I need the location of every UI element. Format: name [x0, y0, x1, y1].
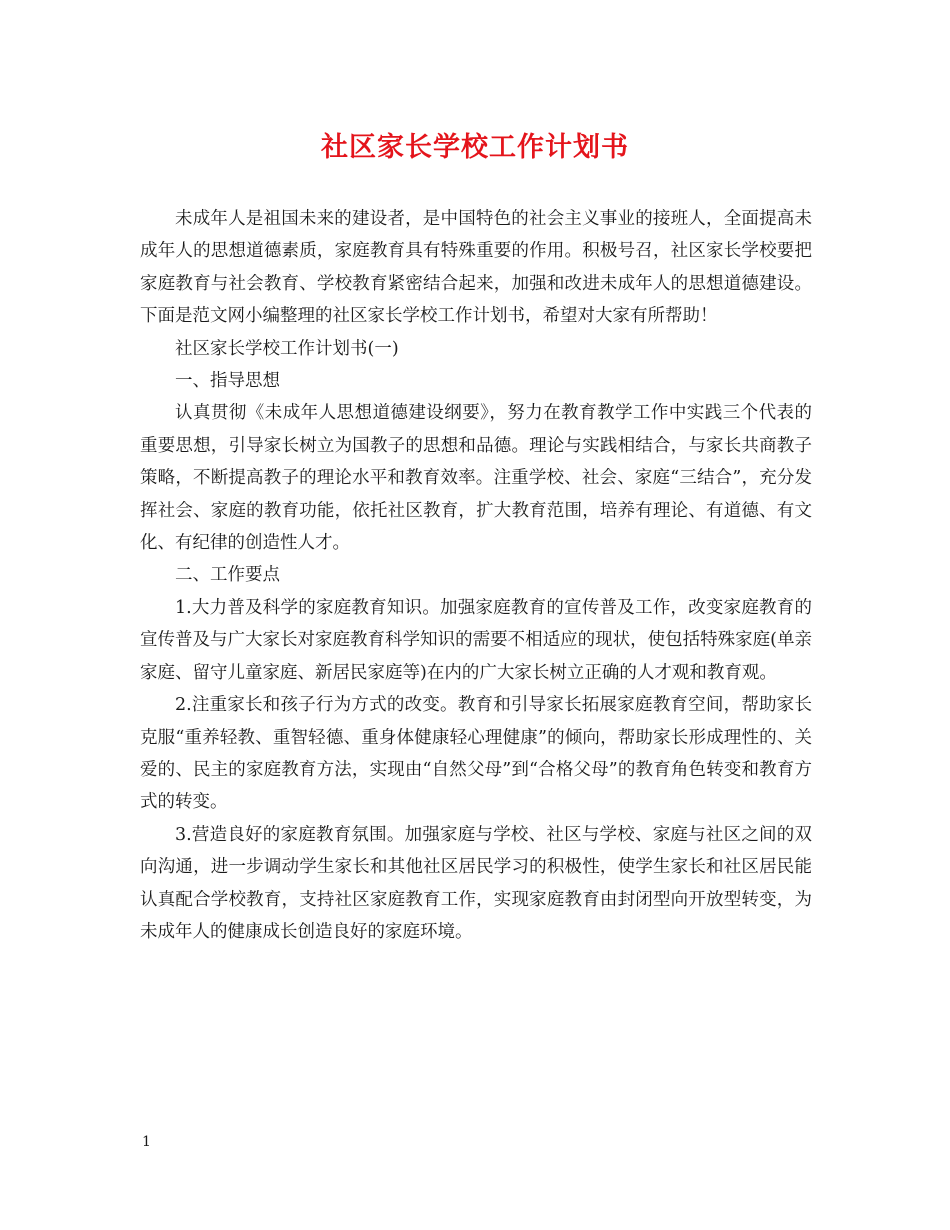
section-heading-guiding-thought: 一、指导思想: [175, 371, 280, 392]
guiding-thought-paragraph: 认真贯彻《未成年人思想道德建设纲要》，努力在教育教学工作中实践三个代表的重要思想，引导家长树立为国教子的思想和品德。理论与实践相结合，与家长共商教子策略，不断提高教子的理论水平和教育效率。注重学校、社会、家庭“三结合”，充分发挥社会、家庭的教育功能，依托社区教育，扩大教育范围，培养有理论、有道德、有文化、有纪律的创造性人才。: [140, 403, 812, 554]
page-number: 1: [142, 1134, 151, 1150]
document-title: 社区家长学校工作计划书: [321, 132, 629, 163]
section-heading-work-points: 二、工作要点: [175, 565, 280, 586]
section-heading-plan-one: 社区家长学校工作计划书(一): [175, 338, 399, 359]
work-point-1: 1.大力普及科学的家庭教育知识。加强家庭教育的宣传普及工作，改变家庭教育的宣传普及与广大家长对家庭教育科学知识的需要不相适应的现状，使包括特殊家庭(单亲家庭、留守儿童家庭、新居民家庭等)在内的广大家长树立正确的人才观和教育观。: [140, 597, 812, 683]
document-body: [140, 203, 812, 948]
intro-paragraph: 未成年人是祖国未来的建设者，是中国特色的社会主义事业的接班人，全面提高未成年人的思想道德素质，家庭教育具有特殊重要的作用。积极号召，社区家长学校要把家庭教育与社会教育、学校教育紧密结合起来，加强和改进未成年人的思想道德建设。下面是范文网小编整理的社区家长学校工作计划书，希望对大家有所帮助！: [140, 209, 812, 327]
work-point-2: 2.注重家长和孩子行为方式的改变。教育和引导家长拓展家庭教育空间，帮助家长克服“重养轻教、重智轻德、重身体健康轻心理健康”的倾向，帮助家长形成理性的、关爱的、民主的家庭教育方法，实现由“自然父母”到“合格父母”的教育角色转变和教育方式的转变。: [140, 695, 812, 813]
work-point-3: 3.营造良好的家庭教育氛围。加强家庭与学校、社区与学校、家庭与社区之间的双向沟通，进一步调动学生家长和其他社区居民学习的积极性，使学生家长和社区居民能认真配合学校教育，支持社区家庭教育工作，实现家庭教育由封闭型向开放型转变，为未成年人的健康成长创造良好的家庭环境。: [140, 824, 812, 942]
